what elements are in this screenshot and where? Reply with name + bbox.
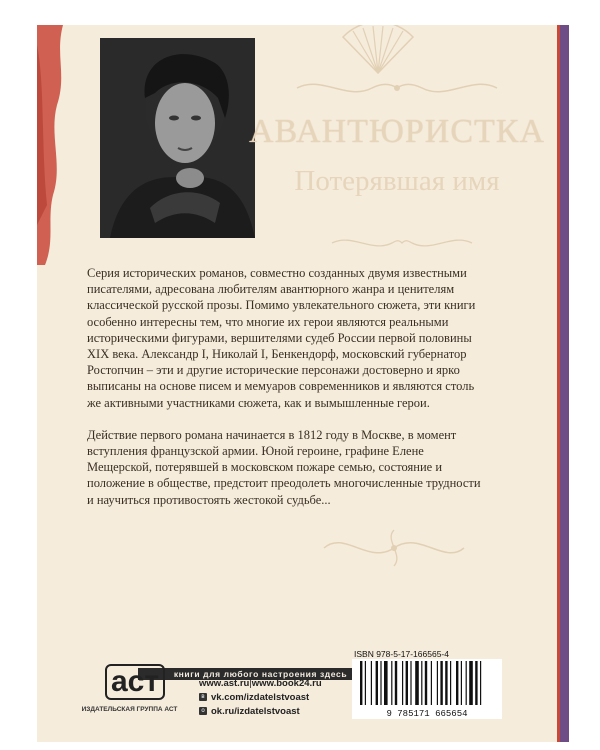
description-paragraph: Действие первого романа начинается в 1812 году в Москве, в момент вступления французской армии. Юной героине, графине Елене Мещерской, потерявшей в московском пожаре семью, состояние и положение в обществе, предстоит преодолеть многочисленные трудности и научиться противостоять жестокой судьбе...: [87, 427, 481, 507]
barcode: [352, 659, 502, 719]
barcode-bar: [456, 661, 458, 705]
barcode-bar: [365, 661, 366, 705]
barcode-bar: [391, 661, 392, 705]
barcode-bar: [421, 661, 422, 705]
ast-logo: аст: [105, 664, 165, 700]
barcode-bar: [431, 661, 432, 705]
red-brush-stroke: [37, 25, 77, 265]
barcode-bar: [384, 661, 388, 705]
ok-link-row[interactable]: [199, 704, 322, 718]
vk-link-row[interactable]: [199, 690, 322, 704]
fan-ornament-icon: [338, 25, 418, 75]
barcode-bar: [461, 661, 462, 705]
barcode-bar: [415, 661, 419, 705]
author-photo: [100, 38, 255, 238]
barcode-bar: [440, 661, 442, 705]
site-link-ast[interactable]: www.ast.ru: [199, 677, 250, 689]
ok-link[interactable]: ok.ru/izdatelstvoast: [211, 705, 300, 717]
barcode-bar: [371, 661, 372, 705]
barcode-bar: [380, 661, 381, 705]
book-title: Потерявшая имя: [294, 165, 500, 197]
barcode-bar: [466, 661, 467, 705]
ok-icon: о: [199, 707, 207, 715]
barcode-bar: [480, 661, 481, 705]
link-separator: |: [249, 677, 252, 689]
publisher-block: [67, 662, 187, 722]
flourish-ornament-icon: [314, 525, 474, 571]
publisher-links: [199, 676, 322, 718]
barcode-bar: [425, 661, 427, 705]
isbn-label: ISBN 978-5-17-166565-4: [354, 649, 449, 659]
barcode-bar: [406, 661, 408, 705]
publisher-name: ИЗДАТЕЛЬСКАЯ ГРУППА АСТ: [81, 706, 178, 713]
barcode-bar: [445, 661, 447, 705]
description-paragraph: Серия исторических романов, совместно созданных двумя известными писателями, адресована любителям авантюрного жанра и ценителям классической русской прозы. Помимо увлекательного сюжета, эти книги особенно интересны тем, что многие их герои являются реальными историческими фигурами, вершителями судеб России первой половины XIX века. Александр I, Николай I, Бенкендорф, московский губернатор Ростопчин – эти и другие исторические персонажи достоверно и ярко выписаны на основе писем и мемуаров современников и являются столь же активными участниками сюжета, как и вымышленные герои.: [87, 266, 476, 410]
vk-link[interactable]: vk.com/izdatelstvoast: [211, 691, 310, 703]
barcode-bar: [402, 661, 403, 705]
flourish-ornament-icon: [292, 75, 502, 101]
barcode-bar: [376, 661, 378, 705]
tagline-band: книги для любого настроения здесь: [138, 668, 383, 680]
vk-icon: в: [199, 693, 207, 701]
barcode-digits: 9 785171 665654: [386, 709, 468, 719]
website-links: [199, 676, 322, 690]
purple-spine-strip: [560, 25, 569, 742]
barcode-bar: [475, 661, 477, 705]
book-description: [87, 265, 487, 524]
book-back-cover: [37, 25, 569, 742]
series-title: АВАНТЮРИСТКА: [248, 113, 546, 150]
flourish-ornament-icon: [327, 233, 477, 253]
barcode-bar: [410, 661, 411, 705]
barcode-bar: [469, 661, 473, 705]
barcode-bar: [395, 661, 397, 705]
barcode-bar: [360, 661, 362, 705]
barcode-bar: [450, 661, 451, 705]
site-link-book24[interactable]: www.book24.ru: [251, 677, 322, 689]
barcode-bar: [437, 661, 438, 705]
